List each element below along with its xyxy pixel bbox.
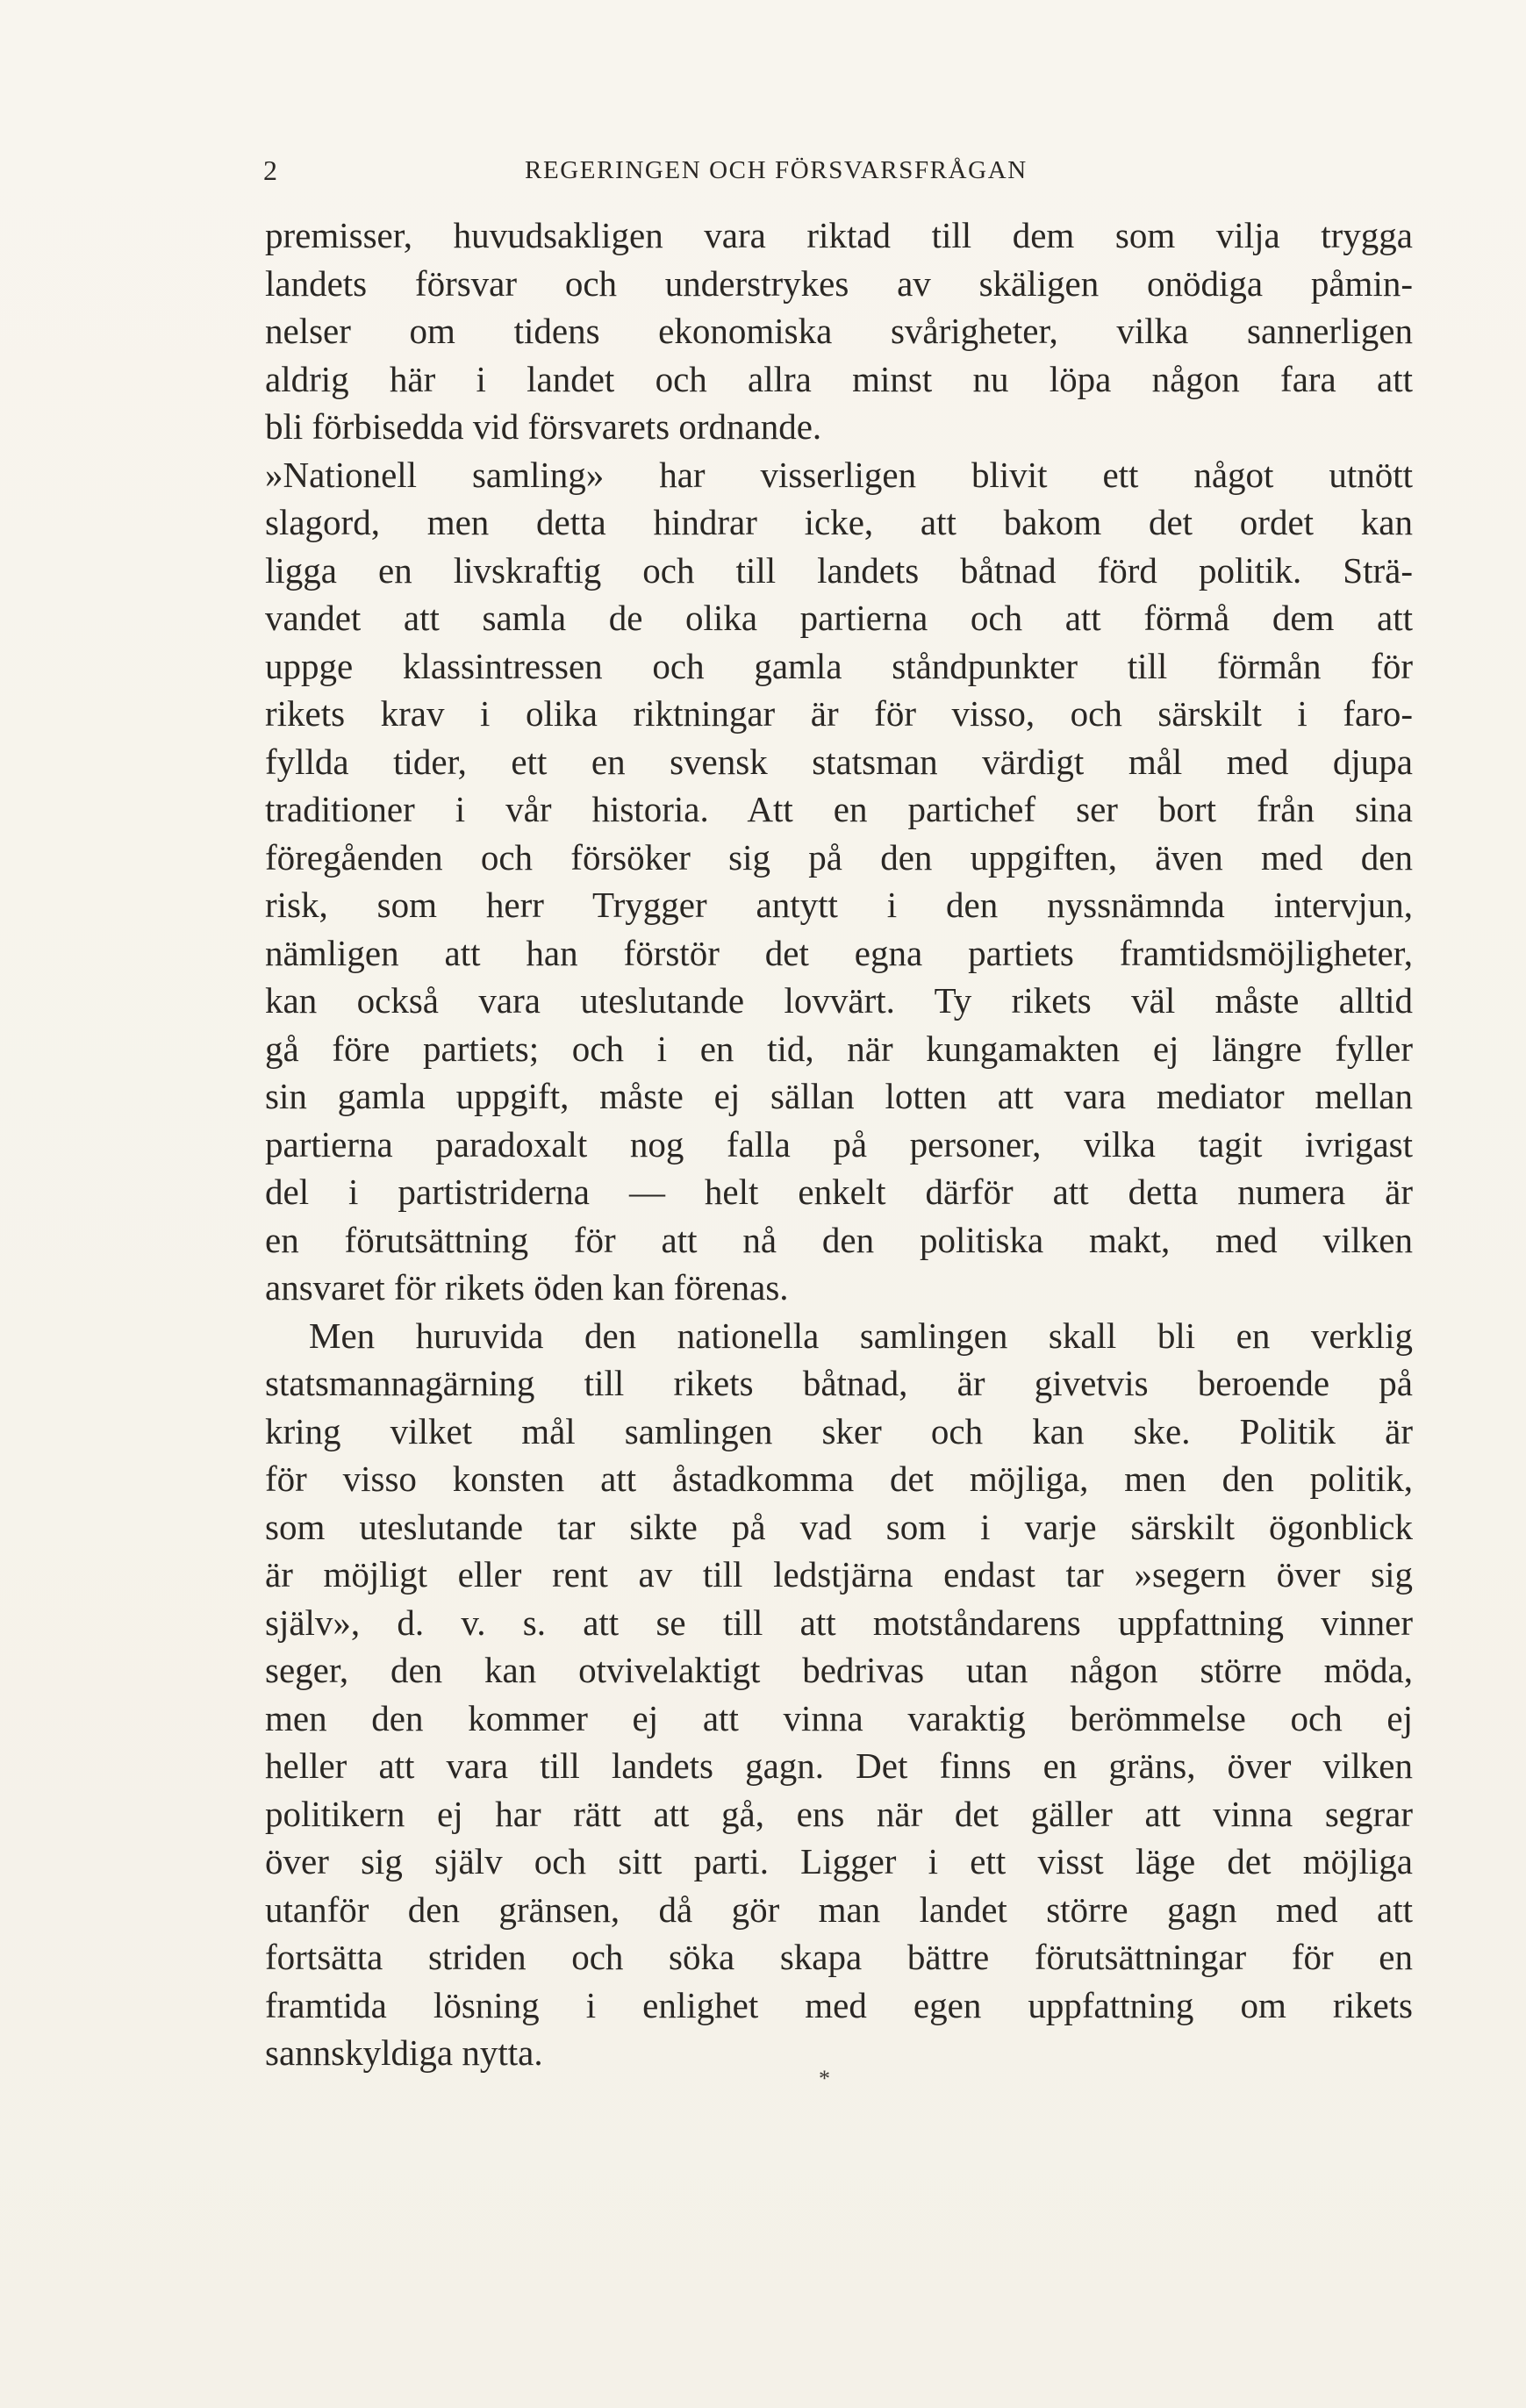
section-break-ornament: * bbox=[819, 2066, 830, 2091]
text-line: utanför den gränsen, då gör man landet större gagn med att bbox=[265, 1888, 1413, 1930]
text-line: premisser, huvudsakligen vara riktad till dem som vilja trygga bbox=[265, 215, 1413, 255]
running-title: REGERINGEN OCH FÖRSVARSFRÅGAN bbox=[525, 156, 1028, 184]
text-line: statsmannagärning till rikets båtnad, är givetvis beroende på bbox=[265, 1363, 1413, 1403]
text-line: Men huruvida den nationella samlingen skall bli en verklig bbox=[309, 1315, 1413, 1356]
text-line: själv», d. v. s. att se till att motståndarens uppfattning vinner bbox=[265, 1602, 1413, 1643]
text-line: bli förbisedda vid försvarets ordnande. bbox=[265, 406, 822, 447]
body-text bbox=[265, 211, 1413, 2077]
text-line: för visso konsten att åstadkomma det möjliga, men den politik, bbox=[265, 1458, 1413, 1499]
text-line: partierna paradoxalt nog falla på personer, vilka tagit ivrigast bbox=[265, 1123, 1413, 1165]
text-line: som uteslutande tar sikte på vad som i varje särskilt ögonblick bbox=[265, 1506, 1413, 1547]
text-line: framtida lösning i enlighet med egen uppfattning om rikets bbox=[265, 1984, 1413, 2025]
text-line: är möjligt eller rent av till ledstjärna endast tar »segern över sig bbox=[265, 1554, 1413, 1595]
text-line: sin gamla uppgift, måste ej sällan lotten att vara mediator mellan bbox=[265, 1076, 1413, 1116]
text-line: nämligen att han förstör det egna partiets framtidsmöjligheter, bbox=[265, 932, 1413, 973]
text-line: aldrig här i landet och allra minst nu löpa någon fara att bbox=[265, 358, 1413, 399]
text-line: vandet att samla de olika partierna och att förmå dem att bbox=[265, 598, 1413, 638]
text-line: uppge klassintressen och gamla ståndpunkter till förmån för bbox=[265, 645, 1413, 686]
text-line: fyllda tider, ett en svensk statsman värdigt mål med djupa bbox=[265, 741, 1413, 782]
text-line: del i partistriderna — helt enkelt därför att detta numera är bbox=[265, 1172, 1413, 1212]
text-line: föregåenden och försöker sig på den uppgiften, även med den bbox=[265, 836, 1413, 878]
text-line: slagord, men detta hindrar icke, att bakom det ordet kan bbox=[265, 502, 1413, 542]
text-line: fortsätta striden och söka skapa bättre förutsättningar för en bbox=[265, 1937, 1413, 1977]
text-line: sannskyldiga nytta. bbox=[265, 2032, 543, 2073]
page-header bbox=[263, 151, 1417, 190]
text-line: heller att vara till landets gagn. Det finns en gräns, över vilken bbox=[265, 1745, 1413, 1786]
text-line: landets försvar och understrykes av skäligen onödiga påmin- bbox=[265, 262, 1413, 304]
text-line: ansvaret för rikets öden kan förenas. bbox=[265, 1267, 789, 1308]
text-line: nelser om tidens ekonomiska svårigheter, vilka sannerligen bbox=[265, 311, 1413, 351]
text-line: över sig själv och sitt parti. Ligger i ett visst läge det möjliga bbox=[265, 1841, 1413, 1881]
text-line: traditioner i vår historia. Att en partichef ser bort från sina bbox=[265, 789, 1413, 829]
text-line: risk, som herr Trygger antytt i den nyssnämnda intervjun, bbox=[265, 885, 1413, 925]
text-line: rikets krav i olika riktningar är för visso, och särskilt i faro- bbox=[265, 693, 1413, 734]
text-line: ligga en livskraftig och till landets båtnad förd politik. Strä- bbox=[265, 549, 1413, 591]
text-line: politikern ej har rätt att gå, ens när det gäller att vinna segrar bbox=[265, 1793, 1413, 1834]
text-line: seger, den kan otvivelaktigt bedrivas utan någon större möda, bbox=[265, 1650, 1413, 1690]
text-line: kring vilket mål samlingen sker och kan ske. Politik är bbox=[265, 1410, 1413, 1451]
text-line: en förutsättning för att nå den politiska makt, med vilken bbox=[265, 1219, 1413, 1260]
text-line: gå före partiets; och i en tid, när kungamakten ej längre fyller bbox=[265, 1028, 1413, 1069]
text-line: kan också vara uteslutande lovvärt. Ty rikets väl måste alltid bbox=[265, 980, 1413, 1021]
page-number: 2 bbox=[263, 154, 278, 186]
text-line: »Nationell samling» har visserligen blivit ett något utnött bbox=[265, 454, 1413, 495]
text-line: men den kommer ej att vinna varaktig berömmelse och ej bbox=[265, 1697, 1413, 1738]
